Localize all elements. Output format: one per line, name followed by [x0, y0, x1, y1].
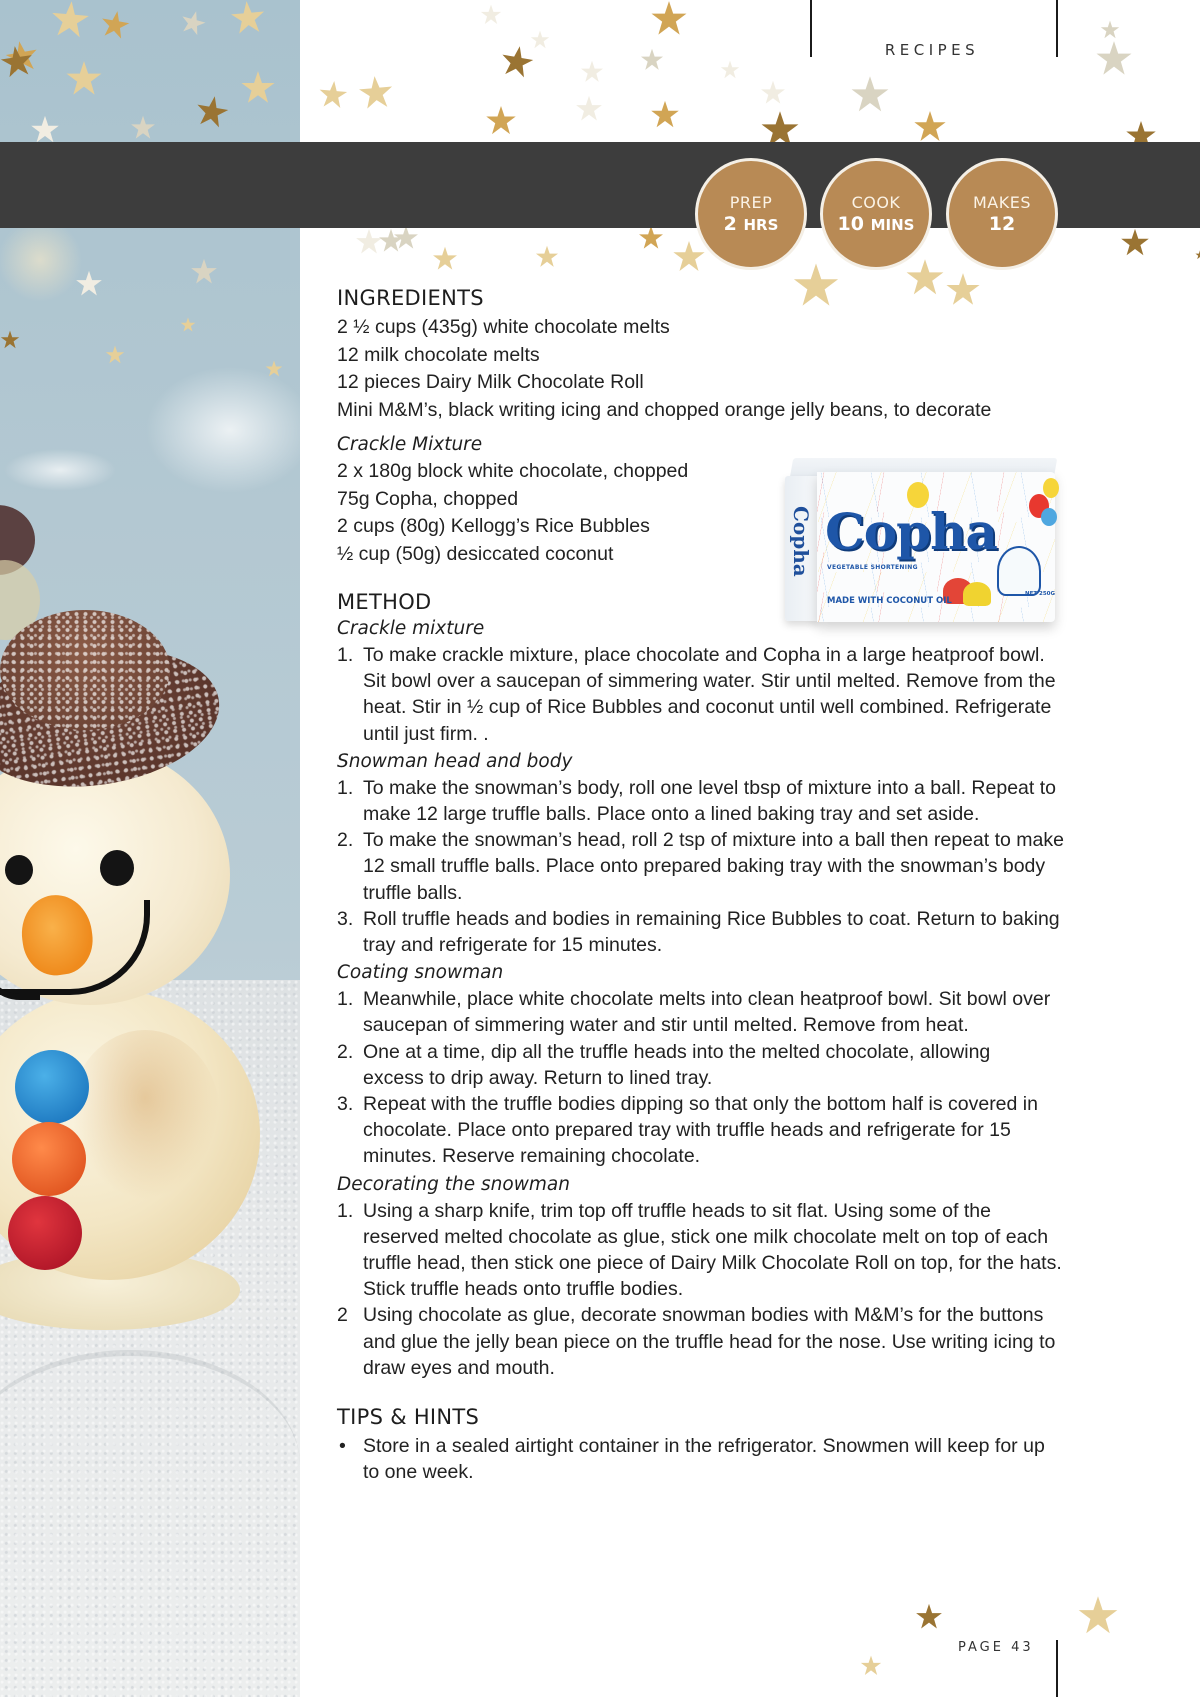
- star-icon: [180, 317, 196, 333]
- method-step: 3. Repeat with the truffle bodies dipping so that only the bottom half is covered in chocolate. Place onto prepared tray with truffle heads and refrigerate for 15 minutes. Reserve remaining chocolate.: [337, 1093, 1038, 1168]
- star-icon: [75, 270, 103, 298]
- star-icon: [535, 245, 559, 269]
- star-icon: [860, 1655, 882, 1677]
- star-icon: [48, 0, 91, 42]
- star-icon: [650, 0, 688, 38]
- star-icon: [638, 225, 664, 251]
- star-icon: [98, 8, 133, 43]
- snowman-eye-right: [100, 850, 134, 886]
- method-steps: [337, 775, 1065, 958]
- cook-time-badge: [820, 158, 932, 270]
- ingredient-item: 2 ½ cups (435g) white chocolate melts: [337, 316, 670, 338]
- makes-badge: [946, 158, 1058, 270]
- tips-list: [337, 1433, 1057, 1485]
- snowman-hat-top: [0, 610, 170, 730]
- ingredient-item: 12 milk chocolate melts: [337, 343, 540, 366]
- star-icon: [640, 48, 664, 72]
- crackle-mixture-heading: Crackle Mixture: [337, 434, 483, 455]
- star-icon: [913, 110, 947, 144]
- star-icon: [485, 105, 517, 137]
- star-icon: [432, 246, 458, 272]
- tips-heading: TIPS & HINTS: [337, 1405, 480, 1430]
- star-icon: [356, 73, 395, 112]
- copha-product-image: Copha Copha VEGETABLE SHORTENING MADE WITH COCONUT OIL NET 250G: [785, 458, 1060, 628]
- ingredient-item: 12 pieces Dairy Milk Chocolate Roll: [337, 371, 644, 393]
- ingredient-item: 75g Copha, chopped: [337, 487, 519, 510]
- method-step: 1. Using a sharp knife, trim top off truffle heads to sit flat. Using some of the reserved melted chocolate as glue, stick one milk chocolate melt on top of each truffle head, then stick one piece of Dairy Milk Chocolate Roll on top, for the hats. Stick truffle heads onto truffle bodies.: [337, 1199, 1062, 1301]
- ingredient-item: 2 x 180g block white chocolate, chopped: [337, 460, 689, 482]
- method-step: 2 Using chocolate as glue, decorate snowman bodies with M&M’s for the buttons and glue the jelly bean piece on the truffle head for the nose. Use writing icing to draw eyes and mouth.: [337, 1304, 1056, 1379]
- method-step: 1. To make crackle mixture, place chocolate and Copha in a large heatproof bowl. Sit bowl over a saucepan of simmering water. Stir until melted. Remove from the heat. Stir in ½ cup of Rice Bubbles and coconut until well combined. Refrigerate until just firm. .: [337, 644, 1056, 745]
- prep-time-badge: [695, 158, 807, 270]
- star-icon: [65, 60, 103, 98]
- method-section-title: Decorating the snowman: [337, 1173, 570, 1195]
- star-icon: [850, 75, 890, 115]
- star-icon: [672, 240, 706, 274]
- star-icon: [575, 95, 603, 123]
- mm-button-orange: [12, 1122, 86, 1196]
- star-icon: [1095, 40, 1133, 78]
- ingredient-item: Mini M&M’s, black writing icing and chopped orange jelly beans, to decorate: [337, 398, 992, 421]
- method-steps: [337, 1198, 1062, 1381]
- method-step: 1. To make the snowman’s body, roll one level tbsp of mixture into a ball. Repeat to make 12 large truffle balls. Place onto a lined baking tray and set aside.: [337, 776, 1056, 826]
- star-icon: [393, 225, 419, 251]
- copha-tagline: VEGETABLE SHORTENING: [827, 564, 918, 571]
- prep-label: PREP: [729, 192, 773, 212]
- star-icon: [1077, 1595, 1119, 1637]
- bullet-icon: •: [339, 1435, 346, 1458]
- snowman-truffle-photo: [0, 0, 300, 1697]
- star-icon: [760, 80, 786, 106]
- ingredient-item: 2 cups (80g) Kellogg’s Rice Bubbles: [337, 515, 650, 537]
- method-section-title: Snowman head and body: [337, 750, 573, 772]
- star-icon: [1100, 20, 1120, 40]
- tip-item: • Store in a sealed airtight container in the refrigerator. Snowmen will keep for up to one week.: [337, 1433, 1057, 1485]
- star-icon: [105, 345, 125, 365]
- method-steps: [337, 986, 1052, 1169]
- cook-value: 10 MINS: [837, 212, 915, 235]
- star-icon: [228, 0, 267, 38]
- star-icon: [190, 258, 218, 286]
- star-icon: [650, 100, 680, 130]
- prep-value: 2 HRS: [723, 212, 779, 235]
- ingredients-list: [337, 314, 1077, 424]
- star-icon: [192, 92, 231, 131]
- star-icon: [1195, 250, 1200, 260]
- copha-made-with: MADE WITH COCONUT OIL: [827, 596, 952, 606]
- snowman-eye-left: [5, 855, 33, 885]
- method-step: 2. To make the snowman’s head, roll 2 tsp of mixture into a ball then repeat to make 12 small truffle balls. Place onto prepared baking tray with the snowman’s body truffle balls.: [337, 829, 1064, 904]
- method-step: 3. Roll truffle heads and bodies in remaining Rice Bubbles to coat. Return to baking tray and refrigerate for 15 minutes.: [337, 907, 1060, 957]
- page-number: PAGE 43: [958, 1640, 1034, 1655]
- method-section-title: Crackle mixture: [337, 618, 485, 639]
- star-icon: [265, 360, 283, 378]
- ingredients-heading: INGREDIENTS: [337, 286, 484, 310]
- method-step: 1. Meanwhile, place white chocolate melts into clean heatproof bowl. Sit bowl over saucepan of simmering water and stir until melted. Remove from heat.: [337, 988, 1051, 1037]
- star-icon: [720, 60, 740, 80]
- star-icon: [480, 4, 502, 26]
- star-icon: [240, 70, 276, 106]
- crackle-ingredients-list: [337, 458, 1077, 568]
- mm-button-red: [8, 1196, 82, 1270]
- star-icon: [0, 43, 36, 81]
- star-icon: [530, 30, 550, 50]
- cook-label: COOK: [851, 192, 901, 212]
- mm-button-blue: [15, 1050, 89, 1124]
- footer-rule: [1056, 1640, 1058, 1697]
- star-icon: [130, 115, 156, 141]
- star-icon: [317, 79, 350, 112]
- method-steps: [337, 642, 1057, 747]
- star-icon: [1120, 228, 1150, 258]
- method-step: 2. One at a time, dip all the truffle heads into the melted chocolate, allowing excess to drip away. Return to lined tray.: [337, 1040, 991, 1089]
- star-icon: [0, 330, 20, 350]
- star-icon: [915, 1603, 943, 1631]
- copha-net-weight: NET 250G: [1025, 591, 1056, 597]
- method-heading: METHOD: [337, 590, 432, 614]
- makes-value: 12: [988, 213, 1016, 235]
- recipe-content: [337, 284, 1077, 1485]
- star-icon: [580, 60, 604, 84]
- section-label: RECIPES: [884, 41, 980, 59]
- ingredient-item: ½ cup (50g) desiccated coconut: [337, 542, 614, 565]
- method-section-title: Coating snowman: [337, 962, 504, 984]
- header-rule-right: [1056, 0, 1058, 57]
- makes-label: MAKES: [972, 193, 1031, 212]
- copha-brand: Copha: [825, 502, 997, 561]
- star-icon: [30, 115, 60, 145]
